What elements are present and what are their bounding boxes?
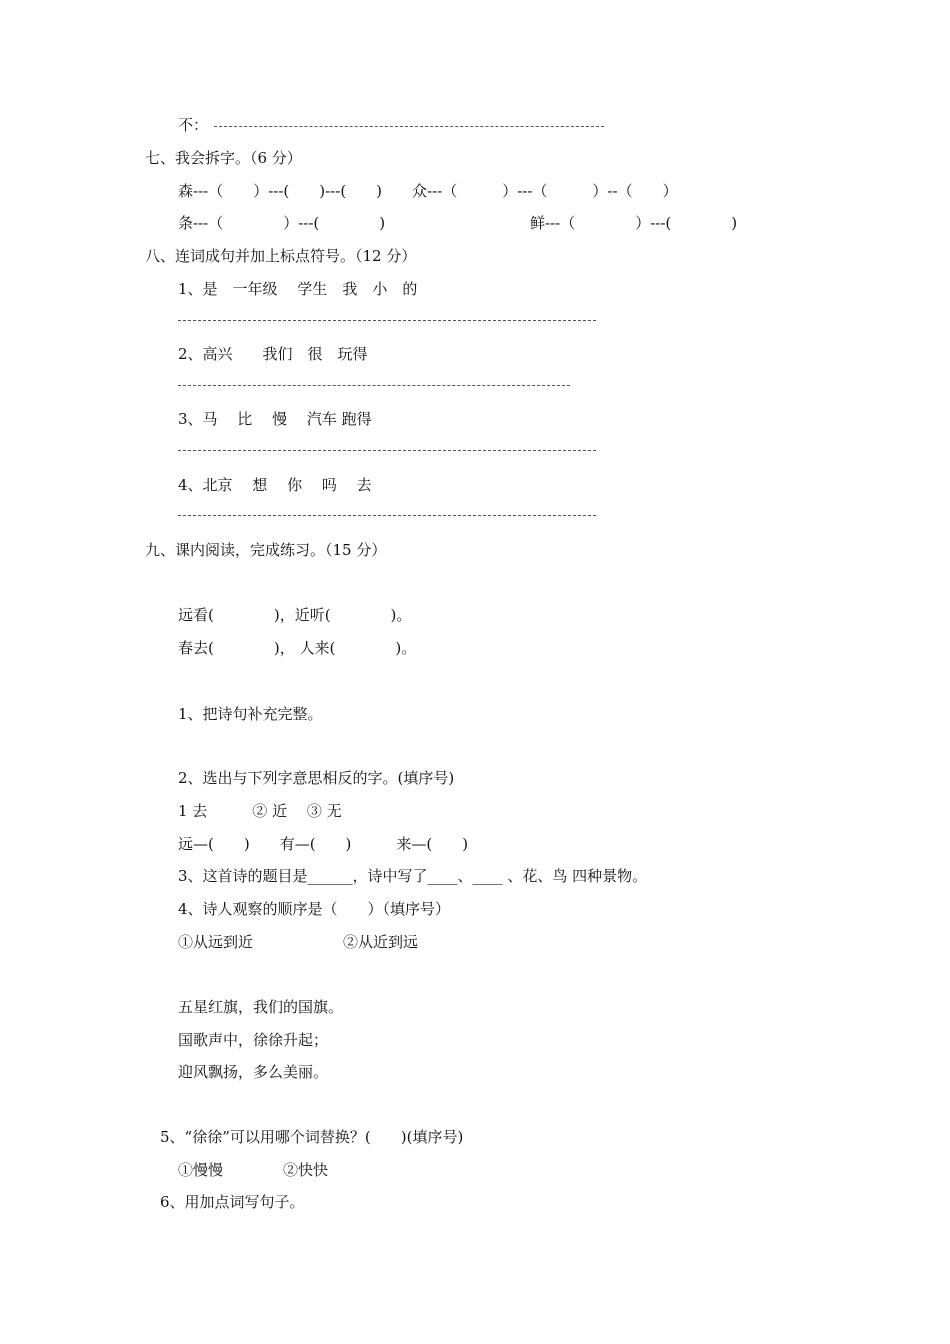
question-5-options: ①慢慢 ②快快 [178, 1161, 329, 1179]
question-3: 3、这首诗的题目是______，诗中写了____、____ 、花、鸟 四种景物。 [178, 867, 648, 885]
section-7-heading: 七、我会拆字。（6 分） [145, 149, 302, 167]
answer-line [178, 515, 596, 516]
sentence-3: 3、马 比 慢 汽车 跑得 [178, 410, 372, 428]
question-4-options: ①从远到近 ②从近到远 [178, 933, 419, 951]
poem-line-2: 春去( )， 人来( )。 [178, 639, 417, 657]
poem2-line-1: 五星红旗，我们的国旗。 [178, 998, 344, 1016]
split-row-2a: 条---（ ）---( ) [178, 214, 386, 232]
poem-line-1: 远看( )，近听( )。 [178, 606, 412, 624]
sentence-4: 4、北京 想 你 吗 去 [178, 476, 372, 494]
question-4: 4、诗人观察的顺序是（ ）（填序号） [178, 900, 451, 918]
question-1: 1、把诗句补充完整。 [178, 705, 323, 723]
question-2: 2、选出与下列字意思相反的字。(填序号) [178, 769, 455, 787]
poem2-line-2: 国歌声中，徐徐升起； [178, 1031, 329, 1049]
question-2-blanks: 远—( ) 有—( ) 来—( ) [178, 835, 469, 853]
answer-line [178, 450, 596, 451]
answer-line [178, 320, 596, 321]
question-6: 6、用加点词写句子。 [160, 1193, 305, 1211]
answer-line [214, 126, 604, 127]
answer-line [178, 385, 570, 386]
section-9-heading: 九、课内阅读，完成练习。（15 分） [145, 541, 387, 559]
poem2-line-3: 迎风飘扬，多么美丽。 [178, 1063, 329, 1081]
question-5: 5、“徐徐”可以用哪个词替换？( )(填序号) [160, 1128, 464, 1146]
split-row-2b: 鲜---（ ）---( ) [530, 214, 738, 232]
section-8-heading: 八、连词成句并加上标点符号。（12 分） [145, 247, 417, 265]
sentence-2: 2、高兴 我们 很 玩得 [178, 345, 368, 363]
question-2-options: 1 去 ② 近 ③ 无 [178, 802, 342, 820]
sentence-1: 1、是 一年级 学生 我 小 的 [178, 280, 418, 298]
line-bu: 不： [178, 116, 209, 134]
split-row-1: 森---（ ）---( )---( ) 众---（ ）---（ ）--（ ） [178, 182, 678, 200]
